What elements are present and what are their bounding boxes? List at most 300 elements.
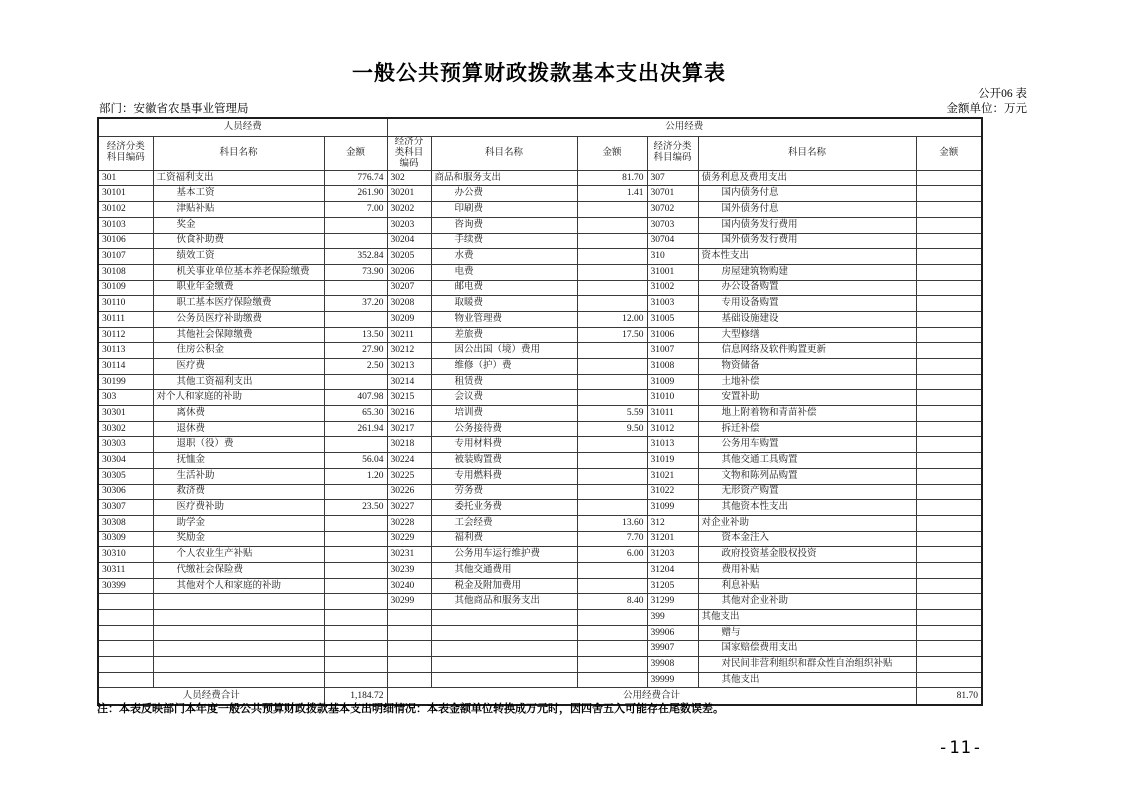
amount-cell bbox=[916, 547, 982, 563]
amount-cell bbox=[324, 311, 387, 327]
code-cell bbox=[98, 594, 153, 610]
code-cell: 31203 bbox=[647, 547, 698, 563]
subject-name-cell bbox=[431, 625, 577, 641]
subject-name-cell: 租赁费 bbox=[431, 374, 577, 390]
table-row bbox=[98, 547, 982, 563]
amount-cell bbox=[916, 327, 982, 343]
code-cell bbox=[387, 610, 431, 626]
code-cell: 30101 bbox=[98, 186, 153, 202]
amount-cell bbox=[577, 390, 647, 406]
code-cell: 399 bbox=[647, 610, 698, 626]
subject-name-cell: 被装购置费 bbox=[431, 453, 577, 469]
page-title: 一般公共预算财政拨款基本支出决算表 bbox=[352, 62, 726, 85]
subject-name-cell: 个人农业生产补贴 bbox=[153, 547, 324, 563]
code-cell: 30102 bbox=[98, 202, 153, 218]
table-row bbox=[98, 296, 982, 312]
amount-cell bbox=[577, 562, 647, 578]
subject-name-cell: 文物和陈列品购置 bbox=[698, 468, 916, 484]
amount-cell bbox=[324, 437, 387, 453]
amount-cell bbox=[916, 453, 982, 469]
code-cell: 30217 bbox=[387, 421, 431, 437]
subject-name-cell: 退休费 bbox=[153, 421, 324, 437]
subject-name-cell: 工会经费 bbox=[431, 515, 577, 531]
table-row bbox=[98, 202, 982, 218]
amount-cell bbox=[916, 625, 982, 641]
amount-cell: 5.59 bbox=[577, 406, 647, 422]
code-cell: 31013 bbox=[647, 437, 698, 453]
amount-cell bbox=[577, 672, 647, 688]
amount-cell bbox=[916, 610, 982, 626]
subject-name-cell: 专用材料费 bbox=[431, 437, 577, 453]
amount-cell: 261.94 bbox=[324, 421, 387, 437]
code-cell: 31005 bbox=[647, 311, 698, 327]
amount-cell bbox=[577, 202, 647, 218]
subject-name-cell: 绩效工资 bbox=[153, 249, 324, 265]
amount-cell bbox=[577, 296, 647, 312]
subject-name-cell: 退职（役）费 bbox=[153, 437, 324, 453]
col-header-name: 科目名称 bbox=[153, 137, 324, 171]
amount-cell: 1.41 bbox=[577, 186, 647, 202]
code-cell: 30213 bbox=[387, 359, 431, 375]
code-cell: 30205 bbox=[387, 249, 431, 265]
code-cell: 30227 bbox=[387, 500, 431, 516]
code-cell: 30218 bbox=[387, 437, 431, 453]
code-cell: 31009 bbox=[647, 374, 698, 390]
subject-name-cell: 物资储备 bbox=[698, 359, 916, 375]
amount-cell bbox=[577, 217, 647, 233]
code-cell: 30111 bbox=[98, 311, 153, 327]
table-row bbox=[98, 406, 982, 422]
subject-name-cell: 电费 bbox=[431, 264, 577, 280]
subject-name-cell: 咨询费 bbox=[431, 217, 577, 233]
subject-name-cell bbox=[153, 641, 324, 657]
subject-name-cell: 代缴社会保险费 bbox=[153, 562, 324, 578]
table-row bbox=[98, 280, 982, 296]
code-cell: 30112 bbox=[98, 327, 153, 343]
code-cell: 31002 bbox=[647, 280, 698, 296]
table-row bbox=[98, 264, 982, 280]
table-row bbox=[98, 453, 982, 469]
code-cell: 30212 bbox=[387, 343, 431, 359]
subject-name-cell: 医疗费 bbox=[153, 359, 324, 375]
subject-name-cell: 安置补助 bbox=[698, 390, 916, 406]
amount-cell bbox=[577, 578, 647, 594]
amount-cell bbox=[577, 249, 647, 265]
subject-name-cell: 其他对企业补助 bbox=[698, 594, 916, 610]
subject-name-cell: 公务用车购置 bbox=[698, 437, 916, 453]
subject-name-cell: 邮电费 bbox=[431, 280, 577, 296]
amount-cell bbox=[916, 359, 982, 375]
amount-cell: 56.04 bbox=[324, 453, 387, 469]
subject-name-cell: 救济费 bbox=[153, 484, 324, 500]
code-cell: 30301 bbox=[98, 406, 153, 422]
subject-name-cell: 税金及附加费用 bbox=[431, 578, 577, 594]
subject-name-cell: 基本工资 bbox=[153, 186, 324, 202]
amount-cell: 1.20 bbox=[324, 468, 387, 484]
amount-cell bbox=[916, 249, 982, 265]
footnote: 注：本表反映部门本年度一般公共预算财政拨款基本支出明细情况：本表金额单位转换成万元时，因四舍五入可能存在尾数误差。 bbox=[97, 703, 724, 715]
subject-name-cell: 信息网络及软件购置更新 bbox=[698, 343, 916, 359]
table-row bbox=[98, 562, 982, 578]
amount-cell: 23.50 bbox=[324, 500, 387, 516]
code-cell bbox=[387, 641, 431, 657]
subject-name-cell: 公务员医疗补助缴费 bbox=[153, 311, 324, 327]
subject-name-cell bbox=[153, 610, 324, 626]
subject-name-cell: 费用补贴 bbox=[698, 562, 916, 578]
code-cell: 39999 bbox=[647, 672, 698, 688]
subject-name-cell: 手续费 bbox=[431, 233, 577, 249]
code-cell: 30204 bbox=[387, 233, 431, 249]
code-cell: 30299 bbox=[387, 594, 431, 610]
code-cell: 30113 bbox=[98, 343, 153, 359]
amount-cell bbox=[916, 421, 982, 437]
code-cell: 30306 bbox=[98, 484, 153, 500]
table-row bbox=[98, 311, 982, 327]
subject-name-cell: 其他交通费用 bbox=[431, 562, 577, 578]
code-cell: 30703 bbox=[647, 217, 698, 233]
subject-name-cell: 维修（护）费 bbox=[431, 359, 577, 375]
code-cell: 30310 bbox=[98, 547, 153, 563]
subject-name-cell: 奖励金 bbox=[153, 531, 324, 547]
amount-cell: 13.60 bbox=[577, 515, 647, 531]
subject-name-cell: 拆迁补偿 bbox=[698, 421, 916, 437]
amount-cell bbox=[916, 468, 982, 484]
code-cell: 30108 bbox=[98, 264, 153, 280]
code-cell bbox=[98, 672, 153, 688]
amount-cell bbox=[916, 311, 982, 327]
amount-cell bbox=[577, 374, 647, 390]
code-cell: 31012 bbox=[647, 421, 698, 437]
amount-cell bbox=[577, 437, 647, 453]
amount-cell bbox=[916, 500, 982, 516]
code-cell: 312 bbox=[647, 515, 698, 531]
amount-cell bbox=[916, 343, 982, 359]
code-cell: 30302 bbox=[98, 421, 153, 437]
table-body bbox=[98, 170, 982, 688]
amount-cell bbox=[916, 531, 982, 547]
subject-name-cell: 债务利息及费用支出 bbox=[698, 170, 916, 186]
code-cell: 30209 bbox=[387, 311, 431, 327]
code-cell: 39908 bbox=[647, 657, 698, 673]
code-cell: 31022 bbox=[647, 484, 698, 500]
subject-name-cell: 利息补贴 bbox=[698, 578, 916, 594]
subject-name-cell: 对个人和家庭的补助 bbox=[153, 390, 324, 406]
amount-cell bbox=[324, 657, 387, 673]
amount-cell bbox=[916, 594, 982, 610]
amount-cell: 81.70 bbox=[577, 170, 647, 186]
subject-name-cell: 物业管理费 bbox=[431, 311, 577, 327]
amount-cell bbox=[324, 374, 387, 390]
code-cell: 31008 bbox=[647, 359, 698, 375]
amount-cell bbox=[916, 233, 982, 249]
subject-name-cell: 资本金注入 bbox=[698, 531, 916, 547]
subject-name-cell bbox=[431, 672, 577, 688]
amount-cell bbox=[324, 625, 387, 641]
table-row bbox=[98, 343, 982, 359]
code-cell: 30240 bbox=[387, 578, 431, 594]
code-cell bbox=[98, 657, 153, 673]
subject-name-cell: 劳务费 bbox=[431, 484, 577, 500]
table-row bbox=[98, 625, 982, 641]
amount-cell bbox=[324, 562, 387, 578]
subject-name-cell: 国内债务付息 bbox=[698, 186, 916, 202]
amount-cell bbox=[324, 280, 387, 296]
code-cell: 31099 bbox=[647, 500, 698, 516]
table-row bbox=[98, 515, 982, 531]
page-number: -11- bbox=[938, 738, 983, 758]
code-cell: 30228 bbox=[387, 515, 431, 531]
col-header-name: 科目名称 bbox=[698, 137, 916, 171]
code-cell: 302 bbox=[387, 170, 431, 186]
code-cell bbox=[387, 625, 431, 641]
subject-name-cell: 国内债务发行费用 bbox=[698, 217, 916, 233]
amount-cell bbox=[916, 641, 982, 657]
amount-cell: 27.90 bbox=[324, 343, 387, 359]
amount-cell: 37.20 bbox=[324, 296, 387, 312]
public-total-label: 公用经费合计 bbox=[387, 688, 916, 706]
code-cell: 30702 bbox=[647, 202, 698, 218]
code-cell: 31021 bbox=[647, 468, 698, 484]
table-row bbox=[98, 672, 982, 688]
subject-name-cell: 办公费 bbox=[431, 186, 577, 202]
code-cell: 30216 bbox=[387, 406, 431, 422]
col-header-code: 经济分类科目编码 bbox=[387, 137, 431, 171]
subject-name-cell: 公务接待费 bbox=[431, 421, 577, 437]
amount-cell bbox=[324, 594, 387, 610]
subject-name-cell: 会议费 bbox=[431, 390, 577, 406]
amount-cell: 12.00 bbox=[577, 311, 647, 327]
code-cell: 30399 bbox=[98, 578, 153, 594]
code-cell: 30114 bbox=[98, 359, 153, 375]
code-cell: 310 bbox=[647, 249, 698, 265]
amount-cell: 407.98 bbox=[324, 390, 387, 406]
amount-cell bbox=[916, 406, 982, 422]
code-cell: 30225 bbox=[387, 468, 431, 484]
subject-name-cell: 抚恤金 bbox=[153, 453, 324, 469]
code-cell: 31003 bbox=[647, 296, 698, 312]
amount-cell bbox=[916, 264, 982, 280]
subject-name-cell: 地上附着物和青苗补偿 bbox=[698, 406, 916, 422]
amount-cell bbox=[916, 515, 982, 531]
table-row bbox=[98, 359, 982, 375]
subject-name-cell bbox=[431, 657, 577, 673]
amount-cell bbox=[577, 359, 647, 375]
subject-name-cell: 委托业务费 bbox=[431, 500, 577, 516]
code-cell bbox=[98, 641, 153, 657]
subject-name-cell: 机关事业单位基本养老保险缴费 bbox=[153, 264, 324, 280]
amount-cell: 7.00 bbox=[324, 202, 387, 218]
personnel-total-amount: 1,184.72 bbox=[324, 688, 387, 706]
code-cell: 30199 bbox=[98, 374, 153, 390]
subject-name-cell: 水费 bbox=[431, 249, 577, 265]
amount-unit-label: 金额单位：万元 bbox=[946, 103, 1027, 115]
table-row bbox=[98, 468, 982, 484]
subject-name-cell: 政府投资基金股权投资 bbox=[698, 547, 916, 563]
code-cell: 30308 bbox=[98, 515, 153, 531]
subject-name-cell: 因公出国（境）费用 bbox=[431, 343, 577, 359]
code-cell: 30110 bbox=[98, 296, 153, 312]
code-cell: 31299 bbox=[647, 594, 698, 610]
amount-cell bbox=[916, 484, 982, 500]
amount-cell bbox=[577, 641, 647, 657]
table-row bbox=[98, 249, 982, 265]
code-cell: 30206 bbox=[387, 264, 431, 280]
amount-cell bbox=[916, 562, 982, 578]
code-cell: 31201 bbox=[647, 531, 698, 547]
amount-cell bbox=[916, 390, 982, 406]
table-row bbox=[98, 594, 982, 610]
code-cell: 30239 bbox=[387, 562, 431, 578]
code-cell: 30208 bbox=[387, 296, 431, 312]
table-row bbox=[98, 186, 982, 202]
subject-name-cell: 助学金 bbox=[153, 515, 324, 531]
subject-name-cell: 其他支出 bbox=[698, 610, 916, 626]
amount-cell: 9.50 bbox=[577, 421, 647, 437]
amount-cell bbox=[916, 437, 982, 453]
amount-cell: 2.50 bbox=[324, 359, 387, 375]
code-cell: 30304 bbox=[98, 453, 153, 469]
col-header-code: 经济分类科目编码 bbox=[98, 137, 153, 171]
code-cell: 31011 bbox=[647, 406, 698, 422]
amount-cell bbox=[916, 186, 982, 202]
amount-cell bbox=[324, 641, 387, 657]
code-cell: 30229 bbox=[387, 531, 431, 547]
amount-cell bbox=[916, 374, 982, 390]
code-cell: 30215 bbox=[387, 390, 431, 406]
subject-name-cell: 国外债务付息 bbox=[698, 202, 916, 218]
subject-name-cell bbox=[153, 672, 324, 688]
subject-name-cell: 印刷费 bbox=[431, 202, 577, 218]
subject-name-cell: 其他资本性支出 bbox=[698, 500, 916, 516]
amount-cell bbox=[916, 280, 982, 296]
table-row bbox=[98, 327, 982, 343]
code-cell: 30214 bbox=[387, 374, 431, 390]
subject-name-cell: 商品和服务支出 bbox=[431, 170, 577, 186]
code-cell: 30303 bbox=[98, 437, 153, 453]
code-cell: 30109 bbox=[98, 280, 153, 296]
amount-cell bbox=[577, 280, 647, 296]
table-row bbox=[98, 390, 982, 406]
amount-cell bbox=[577, 500, 647, 516]
group-header-row bbox=[98, 118, 982, 137]
col-header-amount: 金额 bbox=[324, 137, 387, 171]
subject-name-cell: 国家赔偿费用支出 bbox=[698, 641, 916, 657]
table-row bbox=[98, 217, 982, 233]
code-cell: 30701 bbox=[647, 186, 698, 202]
amount-cell bbox=[324, 531, 387, 547]
subject-name-cell bbox=[431, 610, 577, 626]
code-cell: 30207 bbox=[387, 280, 431, 296]
amount-cell: 13.50 bbox=[324, 327, 387, 343]
code-cell: 307 bbox=[647, 170, 698, 186]
amount-cell bbox=[577, 610, 647, 626]
table-row bbox=[98, 610, 982, 626]
amount-cell bbox=[577, 484, 647, 500]
amount-cell bbox=[324, 484, 387, 500]
amount-cell bbox=[916, 170, 982, 186]
amount-cell: 261.90 bbox=[324, 186, 387, 202]
subject-name-cell: 离休费 bbox=[153, 406, 324, 422]
subject-name-cell: 其他交通工具购置 bbox=[698, 453, 916, 469]
subject-name-cell bbox=[153, 594, 324, 610]
code-cell: 30103 bbox=[98, 217, 153, 233]
amount-cell bbox=[916, 578, 982, 594]
amount-cell: 7.70 bbox=[577, 531, 647, 547]
subject-name-cell: 对民间非营利组织和群众性自治组织补贴 bbox=[698, 657, 916, 673]
table-row bbox=[98, 170, 982, 186]
code-cell: 301 bbox=[98, 170, 153, 186]
code-cell: 31007 bbox=[647, 343, 698, 359]
col-header-name: 科目名称 bbox=[431, 137, 577, 171]
amount-cell bbox=[916, 217, 982, 233]
code-cell: 30231 bbox=[387, 547, 431, 563]
code-cell: 31006 bbox=[647, 327, 698, 343]
amount-cell bbox=[577, 657, 647, 673]
code-cell: 31001 bbox=[647, 264, 698, 280]
code-cell: 31205 bbox=[647, 578, 698, 594]
amount-cell bbox=[324, 547, 387, 563]
code-cell: 30309 bbox=[98, 531, 153, 547]
code-cell: 31010 bbox=[647, 390, 698, 406]
subject-name-cell: 其他商品和服务支出 bbox=[431, 594, 577, 610]
code-cell: 30202 bbox=[387, 202, 431, 218]
code-cell bbox=[98, 610, 153, 626]
subject-name-cell: 专用设备购置 bbox=[698, 296, 916, 312]
column-header-row bbox=[98, 137, 982, 171]
code-cell: 30224 bbox=[387, 453, 431, 469]
amount-cell: 73.90 bbox=[324, 264, 387, 280]
amount-cell: 8.40 bbox=[577, 594, 647, 610]
public-total-amount: 81.70 bbox=[916, 688, 982, 706]
subject-name-cell: 基础设施建设 bbox=[698, 311, 916, 327]
subject-name-cell: 无形资产购置 bbox=[698, 484, 916, 500]
subject-name-cell: 其他工资福利支出 bbox=[153, 374, 324, 390]
amount-cell bbox=[577, 453, 647, 469]
amount-cell: 352.84 bbox=[324, 249, 387, 265]
code-cell: 303 bbox=[98, 390, 153, 406]
table-row bbox=[98, 421, 982, 437]
col-header-amount: 金额 bbox=[916, 137, 982, 171]
subject-name-cell: 赠与 bbox=[698, 625, 916, 641]
code-cell bbox=[98, 625, 153, 641]
amount-cell bbox=[324, 233, 387, 249]
subject-name-cell: 培训费 bbox=[431, 406, 577, 422]
code-cell: 31019 bbox=[647, 453, 698, 469]
subject-name-cell: 生活补助 bbox=[153, 468, 324, 484]
subject-name-cell: 资本性支出 bbox=[698, 249, 916, 265]
code-cell: 30106 bbox=[98, 233, 153, 249]
subject-name-cell: 大型修缮 bbox=[698, 327, 916, 343]
code-cell: 31204 bbox=[647, 562, 698, 578]
subject-name-cell: 对企业补助 bbox=[698, 515, 916, 531]
department-label: 部门：安徽省农垦事业管理局 bbox=[99, 103, 249, 115]
subject-name-cell: 公务用车运行维护费 bbox=[431, 547, 577, 563]
code-cell: 30307 bbox=[98, 500, 153, 516]
form-code: 公开06 表 bbox=[978, 88, 1027, 100]
subject-name-cell: 房屋建筑物购建 bbox=[698, 264, 916, 280]
subject-name-cell: 工资福利支出 bbox=[153, 170, 324, 186]
amount-cell bbox=[577, 233, 647, 249]
amount-cell bbox=[916, 296, 982, 312]
amount-cell bbox=[324, 217, 387, 233]
table-row bbox=[98, 374, 982, 390]
subject-name-cell: 职工基本医疗保险缴费 bbox=[153, 296, 324, 312]
code-cell: 30311 bbox=[98, 562, 153, 578]
amount-cell bbox=[577, 625, 647, 641]
subject-name-cell: 差旅费 bbox=[431, 327, 577, 343]
table-row bbox=[98, 531, 982, 547]
subject-name-cell bbox=[153, 657, 324, 673]
